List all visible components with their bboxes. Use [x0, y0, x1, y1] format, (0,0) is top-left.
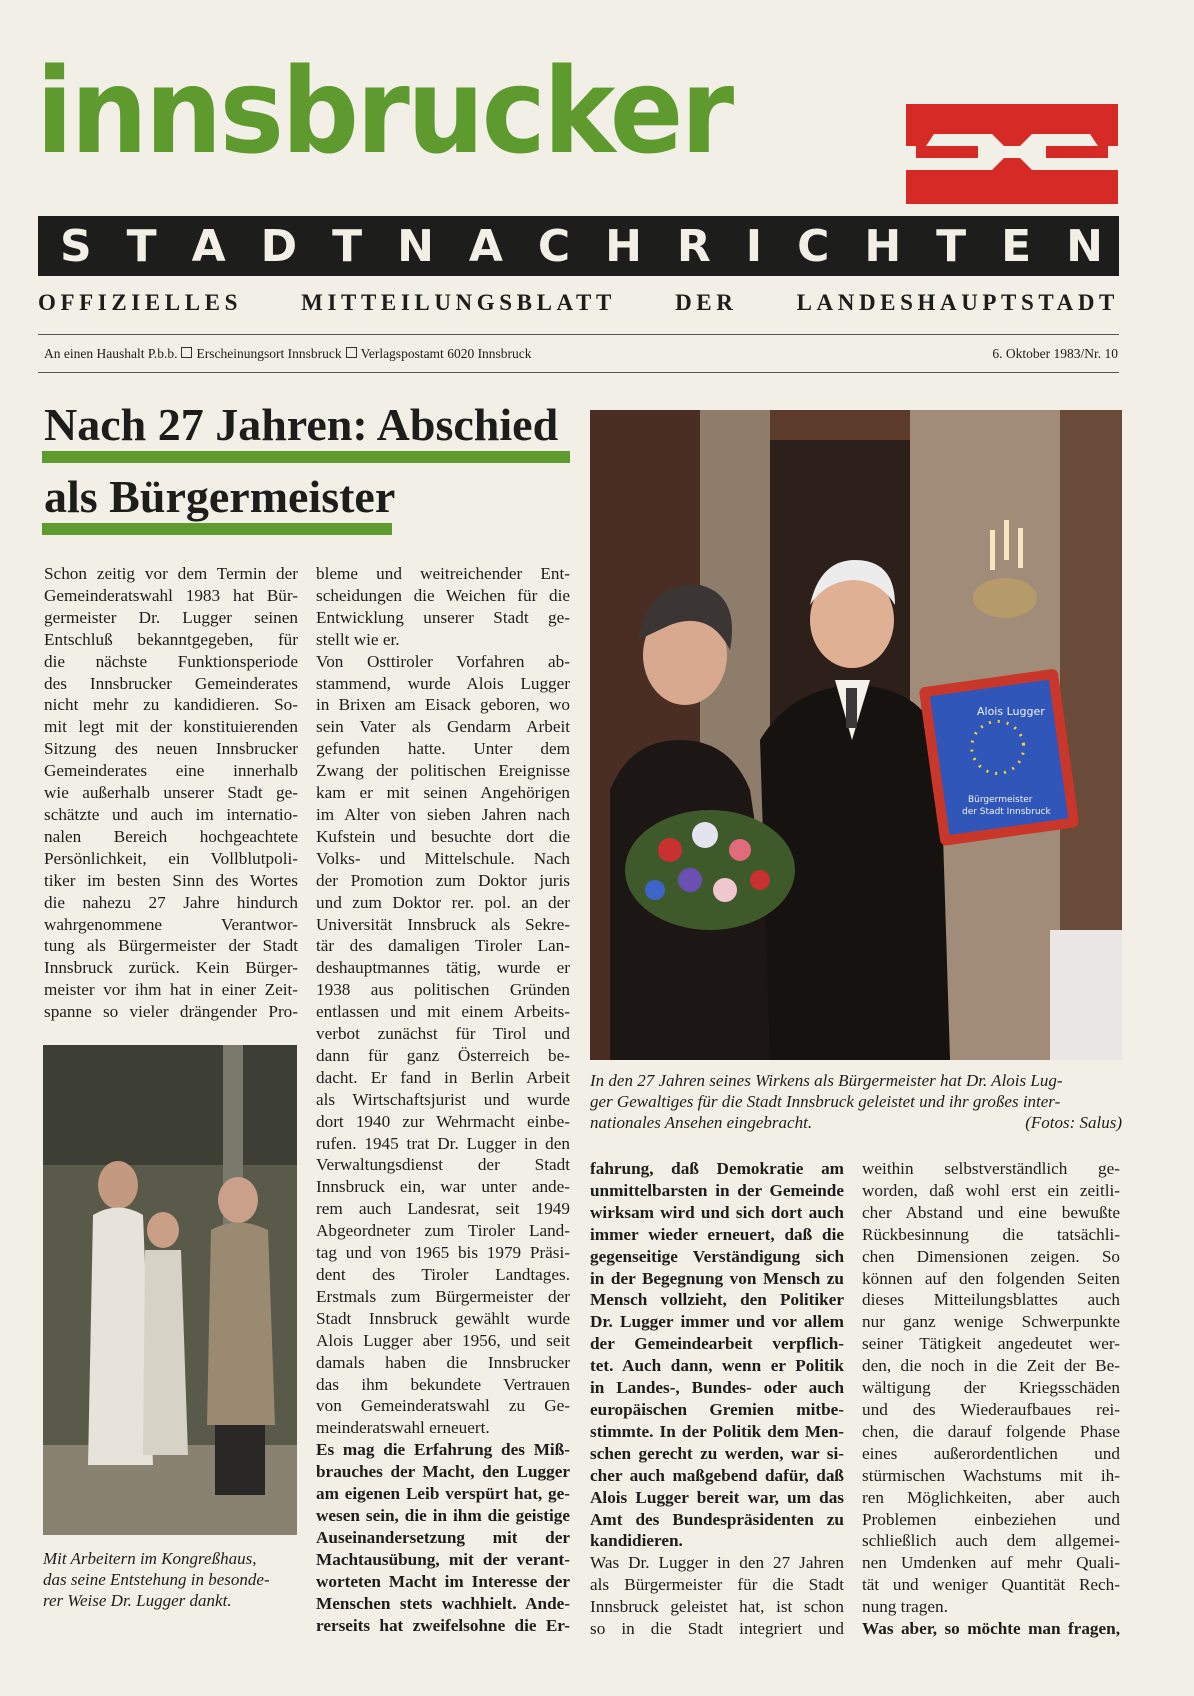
text-line: Menschen stets wachhielt. Ande- — [316, 1593, 570, 1613]
text-line: rerseits hat zweifelsohne die Er- — [316, 1615, 570, 1635]
imprint-part: An einen Haushalt P.b.b. — [44, 346, 178, 361]
article-column-2 — [316, 563, 570, 1636]
headline-line2: als Bürgermeister — [44, 471, 396, 522]
text-line: Gemeinderatswahl 1983 hat Bür- — [44, 585, 298, 605]
banner-letter: N — [1066, 220, 1103, 272]
issue-date: 6. Oktober 1983/Nr. 10 — [992, 346, 1118, 361]
text-line: mit legt mit der konstituierenden — [44, 717, 298, 737]
text-line: rufen. 1945 trat Dr. Lugger in den — [316, 1133, 570, 1153]
banner-letter: T — [126, 220, 157, 272]
flower-bouquet-icon — [625, 810, 795, 930]
text-line: brauches der Macht, den Lugger — [316, 1462, 570, 1482]
caption-line: nationales Ansehen eingebracht. — [590, 1113, 813, 1132]
caption-line: das seine Entstehung in besonde- — [43, 1570, 270, 1589]
text-line: chen, die darauf folgende Phase — [862, 1421, 1120, 1441]
article-column-1 — [44, 563, 298, 1023]
text-line: dort 1940 zur Wehrmacht einbe- — [316, 1111, 570, 1131]
text-line: gefunden hatte. Unter dem — [316, 739, 570, 759]
text-line: im Alter von sieben Jahren nach — [316, 804, 570, 824]
text-line: tung als Bürgermeister der Stadt — [44, 936, 298, 956]
text-line: so in die Stadt integriert und — [590, 1619, 844, 1639]
headline-line1: Nach 27 Jahren: Abschied — [44, 399, 559, 450]
text-line: in Brixen am Eisack geboren, wo — [316, 695, 570, 715]
workers-photo-illustration — [43, 1045, 297, 1535]
banner-letter: C — [537, 220, 571, 272]
workers-photo — [43, 1045, 297, 1535]
text-line: nalen Bereich hochgeachtete — [44, 826, 298, 846]
text-line: worteten Macht im Interesse der — [316, 1571, 570, 1591]
text-line: als Wirtschaftsjurist und wurde — [316, 1089, 570, 1109]
banner-letter: H — [605, 220, 642, 272]
masthead-subtitle — [38, 290, 1119, 316]
text-line: entlassen und mit einem Arbeits- — [316, 1002, 570, 1022]
text-line: schätzte und auch im internatio- — [44, 804, 298, 824]
text-line: damals haben die Innsbrucker — [316, 1352, 570, 1372]
text-line: cher auch maßgebend dafür, daß — [590, 1465, 844, 1485]
text-line: eines außerordentlichen und — [862, 1443, 1120, 1463]
text-line: in der Begegnung von Mensch zu — [590, 1268, 844, 1288]
text-line: seiner Tätigkeit angedeutet wer- — [862, 1334, 1120, 1354]
text-line: schließlich auch dem allgemei- — [862, 1531, 1120, 1551]
text-line: in Landes-, Bundes- oder auch — [590, 1378, 844, 1398]
imprint-part: Erscheinungsort Innsbruck — [196, 346, 342, 361]
text-line: Mensch vollzieht, den Politiker — [590, 1290, 844, 1310]
text-line: Dr. Lugger immer und vor allem — [590, 1312, 844, 1332]
text-line: Verwaltungsdienst der Stadt — [316, 1155, 570, 1175]
text-line: wältigung der Kriegsschäden — [862, 1378, 1120, 1398]
box-bullet-icon — [181, 347, 192, 358]
subtitle-word: DER — [675, 290, 738, 315]
ceremony-photo-illustration — [590, 410, 1122, 1060]
text-line: deshauptmannes tätig, wurde er — [316, 958, 570, 978]
text-line: unmittelbarsten in der Gemeinde — [590, 1180, 844, 1200]
text-line: Entschluß bekanntgegeben, für — [44, 629, 298, 649]
headline-underline — [42, 523, 392, 535]
text-line: die nahezu 27 Jahre hindurch — [44, 892, 298, 912]
text-line: wesen sein, die in ihm die geistige — [316, 1505, 570, 1525]
text-line: europäischen Gremien mitbe- — [590, 1399, 844, 1419]
banner-letter: A — [191, 220, 226, 272]
workers-photo-caption — [43, 1548, 303, 1611]
innsbruck-bridge-crest-icon — [906, 104, 1118, 204]
text-line: nen Umdenken auf mehr Quali- — [862, 1553, 1120, 1573]
text-line: Zwang der politischen Ereignisse — [316, 761, 570, 781]
text-line: bleme und weitreichender Ent- — [316, 564, 570, 583]
text-line: fahrung, daß Demokratie am — [590, 1159, 844, 1178]
text-line: tiker im besten Sinn des Wortes — [44, 870, 298, 890]
text-line: können auf den folgenden Seiten — [862, 1268, 1120, 1288]
text-line: Universität Innsbruck als Sekre- — [316, 914, 570, 934]
text-line: Sitzung des neuen Innsbrucker — [44, 739, 298, 759]
plaque-title-line1: Bürgermeister — [968, 795, 1033, 805]
text-line: weithin selbstverständlich ge- — [862, 1159, 1120, 1178]
plaque-name: Alois Lugger — [977, 705, 1045, 718]
text-line: Kufstein und besuchte dort die — [316, 826, 570, 846]
text-line: rem auch Landesrat, seit 1949 — [316, 1199, 570, 1219]
text-line: cher Abstand und eine bewußte — [862, 1202, 1120, 1222]
caption-line: rer Weise Dr. Lugger dankt. — [43, 1591, 232, 1610]
text-line: Amt des Bundespräsidenten zu — [590, 1509, 844, 1529]
text-line: Innsbruck zurück. Kein Bürger- — [44, 958, 298, 978]
banner-letter: R — [676, 220, 711, 272]
stadtnachrichten-banner — [38, 216, 1119, 276]
text-line: von Gemeinderatswahl zu Ge- — [316, 1396, 570, 1416]
text-line: tät und weniger Quantität Rech- — [862, 1575, 1120, 1595]
text-line: die nächste Funktionsperiode — [44, 651, 298, 671]
text-line: dann für ganz Österreich be- — [316, 1045, 570, 1065]
banner-letter: N — [397, 220, 434, 272]
text-line: verbot zunächst für Tirol und — [316, 1024, 570, 1044]
text-line: sein Vater als Gendarm Arbeit — [316, 717, 570, 737]
imprint-part: Verlagspostamt 6020 Innsbruck — [360, 346, 532, 361]
caption-line: Mit Arbeitern im Kongreßhaus, — [43, 1549, 257, 1568]
text-line: kandidieren. — [590, 1531, 683, 1551]
text-line: kam er mit seinen Angehörigen — [316, 783, 570, 803]
main-photo-caption — [590, 1070, 1122, 1133]
headline-underline — [42, 451, 570, 463]
text-line: und des Wiederaufbaues rei- — [862, 1399, 1120, 1419]
article-column-3 — [590, 1158, 844, 1640]
text-line: Innsbruck ein, war unter ande- — [316, 1177, 570, 1197]
subtitle-word: MITTEILUNGSBLATT — [301, 290, 616, 315]
text-line: stürmischen Wachstums mit ih- — [862, 1465, 1120, 1485]
banner-letter: S — [60, 220, 92, 272]
text-line: worden, daß wohl erst ein zeitli- — [862, 1180, 1120, 1200]
text-line: Innsbruck geleistet hat, ist schon — [590, 1597, 844, 1617]
text-line: nur ganz wenige Schwerpunkte — [862, 1312, 1120, 1332]
box-bullet-icon — [346, 347, 357, 358]
text-line: Stadt Innsbruck gewählt wurde — [316, 1308, 570, 1328]
masthead-logo-wordmark: innsbrucker — [36, 42, 732, 180]
text-line: 1938 aus politischen Gründen — [316, 980, 570, 1000]
text-line: wirksam wird und sich dort auch — [590, 1202, 844, 1222]
text-line: Gemeinderates eine innerhalb — [44, 761, 298, 781]
text-line: Es mag die Erfahrung des Miß- — [316, 1440, 570, 1460]
text-line: dacht. Er fand in Berlin Arbeit — [316, 1067, 570, 1087]
text-line: nicht mehr zu kandidieren. So- — [44, 695, 298, 715]
text-line: meister vor ihm hat in einer Zeit- — [44, 980, 298, 1000]
text-line: der Promotion zum Doktor juris — [316, 870, 570, 890]
text-line: Problemen einbeziehen und — [862, 1509, 1120, 1529]
banner-letter: H — [864, 220, 902, 272]
text-line: Was aber, so möchte man fragen, — [862, 1619, 1120, 1639]
text-line: Auseinandersetzung mit der — [316, 1527, 570, 1547]
text-line: das ihm bekundete Vertrauen — [316, 1374, 570, 1394]
banner-letter: D — [260, 220, 298, 272]
text-line: Entwicklung unserer Stadt ge- — [316, 607, 570, 627]
text-line: stammend, wurde Alois Lugger — [316, 673, 570, 693]
text-line: Schon zeitig vor dem Termin der — [44, 564, 298, 583]
text-line: stimmte. In der Politik dem Men- — [590, 1421, 844, 1441]
text-line: chen Dimensionen zeigen. So — [862, 1246, 1120, 1266]
text-line: und zum Doktor rer. pol. an der — [316, 892, 570, 912]
text-line: spanne so vieler drängender Pro- — [44, 1002, 298, 1022]
text-line: Rückbesinnung die tatsächli- — [862, 1224, 1120, 1244]
text-line: des Innsbrucker Gemeinderates — [44, 673, 298, 693]
subtitle-word: OFFIZIELLES — [38, 290, 242, 315]
text-line: als Bürgermeister für die Stadt — [590, 1575, 844, 1595]
text-line: den, die noch in die Zeit der Be- — [862, 1356, 1120, 1376]
text-line: nung tragen. — [862, 1597, 948, 1617]
banner-letter: I — [745, 220, 763, 272]
text-line: gegenseitige Verständigung sich — [590, 1246, 844, 1266]
text-line: Alois Lugger bereit war, um das — [590, 1487, 844, 1507]
text-line: immer wieder erneuert, daß die — [590, 1224, 844, 1244]
photo-credit: (Fotos: Salus) — [1025, 1113, 1122, 1132]
text-line: stellt wie er. — [316, 629, 400, 649]
banner-letter: E — [1001, 220, 1032, 272]
banner-letter: A — [468, 220, 503, 272]
text-line: ren Möglichkeiten, aber auch — [862, 1487, 1120, 1507]
text-line: der Gemeindearbeit verpflich- — [590, 1334, 844, 1354]
banner-letter: T — [332, 220, 363, 272]
masthead-divider-lower — [38, 372, 1119, 373]
text-line: wahrgenommene Verantwor- — [44, 914, 298, 934]
caption-line: ger Gewaltiges für die Stadt Innsbruck geleistet und ihr großes inter- — [590, 1092, 1061, 1111]
text-line: schen gerecht zu werden, war si- — [590, 1443, 844, 1463]
text-line: Volks- und Mittelschule. Nach — [316, 848, 570, 868]
text-line: Abgeordneter zum Tiroler Land- — [316, 1221, 570, 1241]
postal-imprint — [44, 346, 532, 362]
banner-letter: C — [797, 220, 830, 272]
text-line: tag und von 1965 bis 1979 Präsi- — [316, 1243, 570, 1263]
text-line: dieses Mitteilungsblattes auch — [862, 1290, 1120, 1310]
text-line: tär des damaligen Tiroler Lan- — [316, 936, 570, 956]
text-line: Persönlichkeit, ein Vollblutpoli- — [44, 848, 298, 868]
text-line: dent des Tiroler Landtages. — [316, 1265, 570, 1284]
subtitle-word: LANDESHAUPTSTADT — [796, 290, 1119, 315]
text-line: meinderatswahl erneuert. — [316, 1418, 490, 1438]
caption-line-row — [590, 1112, 1122, 1133]
text-line: germeister Dr. Lugger seinen — [44, 607, 298, 627]
text-line: Von Osttiroler Vorfahren ab- — [316, 651, 570, 671]
main-photo — [590, 410, 1122, 1060]
text-line: Was Dr. Lugger in den 27 Jahren — [590, 1553, 844, 1573]
text-line: Erstmals zum Bürgermeister der — [316, 1286, 570, 1306]
text-line: tet. Auch dann, wenn er Politik — [590, 1356, 844, 1376]
text-line: Machtausübung, mit der verant- — [316, 1549, 570, 1569]
text-line: scheidungen die Weichen für die — [316, 585, 570, 605]
article-column-4 — [862, 1158, 1120, 1640]
text-line: Alois Lugger aber 1956, und seit — [316, 1330, 570, 1350]
text-line: wie außerhalb unserer Stadt ge- — [44, 783, 298, 803]
masthead-divider — [38, 334, 1119, 335]
plaque-title-line2: der Stadt Innsbruck — [962, 807, 1051, 817]
caption-line: In den 27 Jahren seines Wirkens als Bürgermeister hat Dr. Alois Lug- — [590, 1071, 1063, 1090]
text-line: am eigenen Leib verspürt hat, ge- — [316, 1484, 570, 1504]
banner-letter: T — [936, 220, 967, 272]
